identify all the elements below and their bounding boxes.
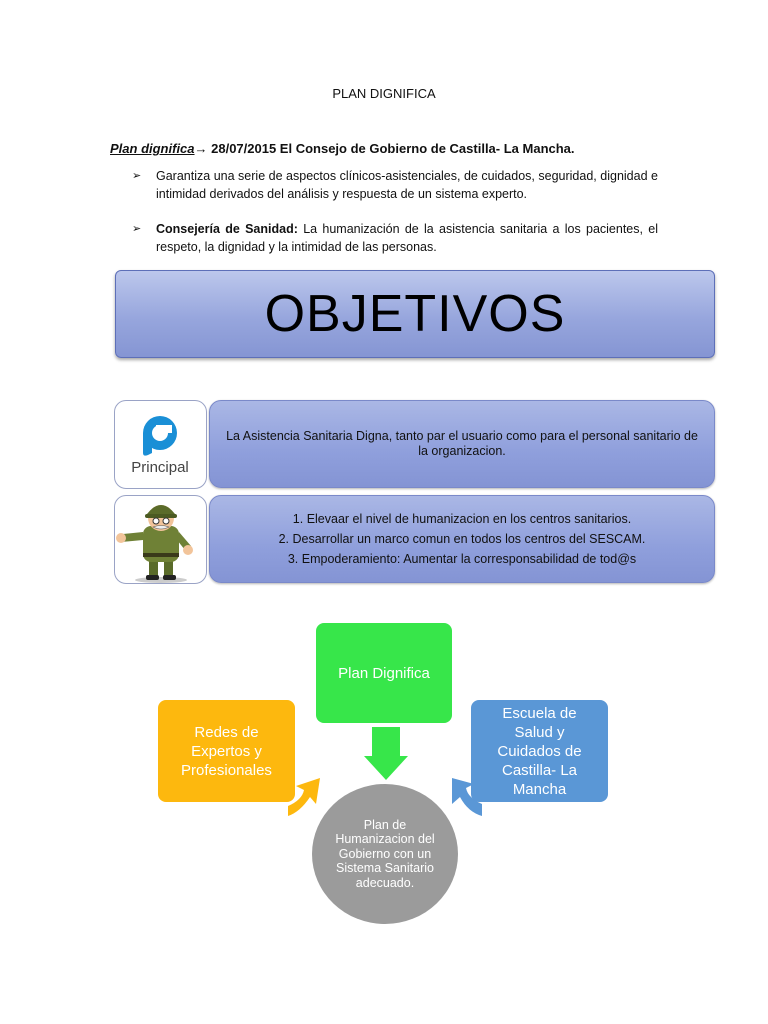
bullet-text: Garantiza una serie de aspectos clínicos-asistenciales, de cuidados, seguridad, dignidad e intimidad derivados del análisis y respuesta de un sistema experto. [156,169,658,201]
objetivos-title: OBJETIVOS [264,285,566,343]
down-arrow-icon [364,727,408,780]
escuela-salud-label: Escuela de Salud y Cuidados de Castilla- La Mancha [497,704,582,798]
objective-item: 2. Desarrollar un marco comun en todos los centros del SESCAM. [278,532,646,546]
logo-wordmark: Principal [131,459,189,476]
plan-humanizacion-label: Plan de Humanizacion del Gobierno con un Sistema Sanitario adecuado. [335,817,435,890]
document-title: PLAN DIGNIFICA [332,86,436,101]
intro-label: Plan dignifica [110,141,195,156]
bullet-body: La humanización de la asistencia sanitaria a los pacientes, el respeto, la dignidad y la intimidad de las personas. [156,222,659,254]
plan-dignifica-node [316,623,452,723]
arrow-bullet-icon: ➢ [132,170,142,182]
arrow-bullet-icon: ➢ [132,223,142,235]
bullet-bold-label: Consejería de Sanidad: [156,222,298,236]
objective-general-text: La Asistencia Sanitaria Digna, tanto par el usuario como para el personal sanitario de la organizacion. [226,429,698,458]
objective-item: 3. Empoderamiento: Aumentar la corresponsabilidad de tod@s [287,552,637,566]
intro-text: 28/07/2015 El Consejo de Gobierno de Castilla- La Mancha. [207,141,575,156]
arrow-glyph: → [194,141,208,156]
redes-expertos-label: Redes de Expertos y Profesionales [181,723,272,779]
plan-humanizacion-node [312,784,458,924]
plan-dignifica-label: Plan Dignifica [338,664,430,682]
escuela-salud-node [471,700,608,802]
objective-item: 1. Elevaar el nivel de humanizacion en los centros sanitarios. [292,512,632,526]
redes-expertos-node [158,700,295,802]
